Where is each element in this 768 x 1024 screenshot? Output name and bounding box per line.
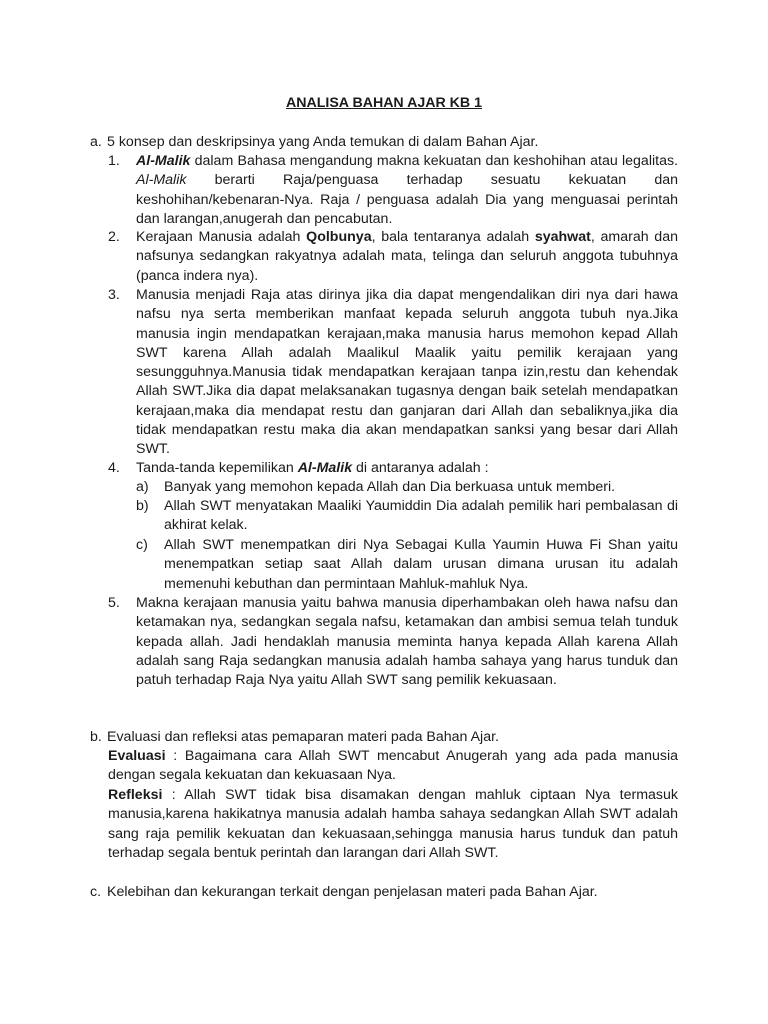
list-item-body: [136, 228, 678, 286]
section-c-heading-text: Kelebihan dan kekurangan terkait dengan penjelasan materi pada Bahan Ajar.: [107, 884, 598, 900]
term-syahwat: syahwat: [534, 229, 591, 245]
refleksi-paragraph: [108, 786, 678, 863]
term-al-malik: Al-Malik: [136, 153, 191, 169]
list-item-text: , amarah dan nafsunya sedangkan rakyatnya adalah mata, telinga dan seluruh anggota tubuhnya (panca indera nya).: [136, 229, 678, 284]
list-item-text: di antaranya adalah :: [352, 460, 489, 476]
sub-item-body: Banyak yang memohon kepada Allah dan Dia berkuasa untuk memberi.: [164, 479, 616, 495]
list-number: 2.: [108, 229, 120, 245]
section-c-label: c.: [90, 884, 102, 900]
term-al-malik: Al-Malik: [136, 172, 187, 189]
section-a-heading: [90, 133, 538, 152]
list-item-text: berarti Raja/penguasa terhadap sesuatu kekuatan dan keshohihan/kebenaran-Nya. Raja / penguasa adalah Dia yang menguasai perintah dan larangan,anugerah dan pencabutan.: [136, 172, 678, 227]
list-item-1: [108, 152, 678, 229]
list-item-text: Kerajaan Manusia adalah: [136, 229, 307, 245]
list-item-4: [108, 459, 678, 478]
list-number: 4.: [108, 460, 120, 476]
list-item-body: Manusia menjadi Raja atas dirinya jika dia dapat mengendalikan diri nya dari hawa nafsu nya serta memberikan manfaat kepada seluruh anggota tubuh nya.Jika manusia ingin mendapatkan kerajaan,maka manusia harus memohon kepad Allah SWT karena Allah adalah Maalikul Maalik yaitu pemilik kerajaan yang sesungguhnya.Manusia tidak mendapatkan kerajaan tanpa izin,restu dan kehendak Allah SWT.Jika dia dapat melaksanakan tugasnya dengan baik setelah mendapatkan kerajaan,maka dia mendapat restu dan ganjaran dari Allah dan sebaliknya,jika dia tidak mendapatkan restu maka dia akan mendapatkan sanksi yang besar dari Allah SWT.: [136, 287, 678, 458]
evaluasi-label: Evaluasi: [108, 748, 166, 764]
refleksi-label: Refleksi: [108, 787, 163, 803]
section-b-heading: [90, 728, 499, 747]
list-item-text: Tanda-tanda kepemilikan: [136, 460, 298, 476]
list-item-2: [108, 228, 678, 286]
sub-item-b: [136, 497, 678, 536]
list-item-text: , bala tentaranya adalah: [371, 229, 535, 245]
list-number: 3.: [108, 287, 120, 303]
list-number: 5.: [108, 595, 120, 611]
list-item-3: [108, 286, 678, 460]
evaluasi-paragraph: [108, 747, 678, 786]
sub-item-body: Allah SWT menempatkan diri Nya Sebagai Kulla Yaumin Huwa Fi Shan yaitu menempatkan setiap saat Allah dalam urusan dimana urusan itu adalah memenuhi kebuthan dan permintaan Mahluk-mahluk Nya.: [164, 537, 678, 592]
list-item-body: Makna kerajaan manusia yaitu bahwa manusia diperhambakan oleh hawa nafsu dan ketamakan nya, sedangkan segala nafsu, ketamakan dan ambisi semua telah tunduk kepada allah. Jadi hendaklah manusia meminta hanya kepada Allah karena Allah adalah sang Raja sedangkan manusia adalah hamba sahaya yang harus tunduk dan patuh terhadap Raja Nya yaitu Allah SWT sang pemilik kekuasaan.: [136, 595, 702, 689]
section-c-heading: [90, 883, 598, 902]
section-b-heading-text: Evaluasi dan refleksi atas pemaparan materi pada Bahan Ajar.: [107, 729, 499, 745]
sub-number: c): [136, 537, 148, 553]
sub-number: b): [136, 498, 149, 514]
sub-item-a: [136, 478, 678, 497]
term-al-malik: Al-Malik: [297, 460, 353, 476]
evaluasi-text: : Bagaimana cara Allah SWT mencabut Anugerah yang ada pada manusia dengan segala kekuatan dan kekuasaan Nya.: [108, 748, 678, 784]
list-item-text: dalam Bahasa mengandung makna kekuatan dan keshohihan atau legalitas.: [190, 153, 678, 169]
list-item-body: [136, 152, 678, 229]
term-qolbunya: Qolbunya: [306, 229, 372, 245]
page-title: ANALISA BAHAN AJAR KB 1: [285, 95, 482, 111]
sub-number: a): [136, 479, 149, 495]
section-a-heading-text: 5 konsep dan deskripsinya yang Anda temukan di dalam Bahan Ajar.: [107, 134, 539, 150]
list-item-body: [136, 459, 678, 478]
section-b-label: b.: [90, 729, 102, 745]
sub-item-body: Allah SWT menyatakan Maaliki Yaumiddin Dia adalah pemilik hari pembalasan di akhirat kelak.: [164, 498, 678, 534]
refleksi-text: : Allah SWT tidak bisa disamakan dengan mahluk ciptaan Nya termasuk manusia,karena hakikatnya manusia adalah hamba sahaya sedangkan Allah SWT adalah sang raja pemilik kekuatan dan kekuasaan,sehingga manusia harus tunduk dan patuh terhadap segala bentuk perintah dan larangan dari Allah SWT.: [108, 787, 678, 861]
section-a-label: a.: [90, 134, 102, 150]
list-item-5: [108, 594, 702, 690]
list-number: 1.: [108, 153, 120, 169]
sub-item-c: [136, 536, 678, 594]
